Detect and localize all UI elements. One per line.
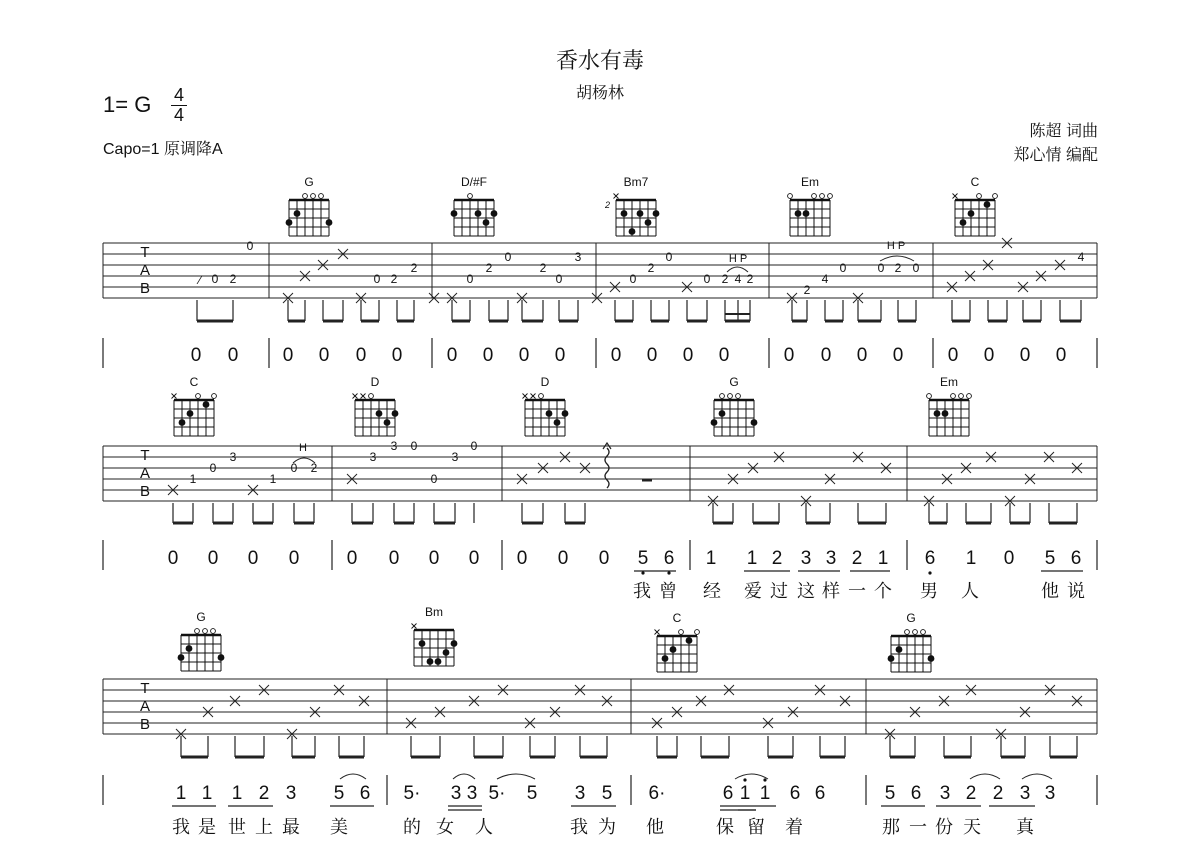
tab-fret-number: 0 bbox=[629, 272, 637, 286]
jianpu-note: 0 bbox=[355, 345, 367, 366]
chord-dot bbox=[984, 201, 991, 208]
chord-dot bbox=[711, 419, 718, 426]
jianpu-note: 0 bbox=[682, 345, 694, 366]
tab-fret-number: 0 bbox=[504, 250, 512, 264]
tab-fret-number: 4 bbox=[734, 272, 742, 286]
chord-dot bbox=[491, 210, 498, 217]
jianpu-note: 2 bbox=[771, 548, 783, 569]
tab-fret-number: 2 bbox=[894, 261, 902, 275]
tab-fret-number: 0 bbox=[555, 272, 563, 286]
chord-dot bbox=[934, 410, 941, 417]
jianpu-note: 0 bbox=[388, 548, 400, 569]
jianpu-note: 0 bbox=[247, 548, 259, 569]
tab-fret-number: 2 bbox=[310, 461, 318, 475]
chord-open-mark bbox=[303, 194, 308, 199]
chord-dot bbox=[554, 419, 561, 426]
chord-dot bbox=[968, 210, 975, 217]
chord-dot bbox=[286, 219, 293, 226]
tab-fret-number: 0 bbox=[470, 439, 478, 453]
chord-dot bbox=[629, 228, 636, 235]
chord-dot bbox=[942, 410, 949, 417]
lyric-char: 保 bbox=[716, 817, 734, 837]
octave-dot bbox=[641, 571, 644, 574]
chord-dot bbox=[803, 210, 810, 217]
lyric-char: 天 bbox=[963, 817, 981, 837]
octave-dot bbox=[667, 571, 670, 574]
lyric-char: 着 bbox=[785, 817, 803, 837]
chord-dot bbox=[896, 646, 903, 653]
lyric-char: 样 bbox=[822, 581, 840, 601]
chord-diagram bbox=[927, 375, 972, 436]
jianpu-note: 0 bbox=[598, 548, 610, 569]
chord-name: G bbox=[304, 175, 314, 189]
jianpu-note: 1 bbox=[739, 783, 751, 804]
lyric-char: 一 bbox=[909, 817, 927, 837]
capo-info: Capo=1 原调降A bbox=[103, 141, 223, 158]
jianpu-note: 5 bbox=[637, 548, 649, 569]
lyric-char: 留 bbox=[747, 817, 765, 837]
octave-dot bbox=[763, 778, 766, 781]
jianpu-note: 1 bbox=[759, 783, 771, 804]
tab-fret-number: 0 bbox=[209, 461, 217, 475]
jianpu-note: 2 bbox=[258, 783, 270, 804]
lyric-char: 真 bbox=[1016, 817, 1034, 837]
chord-dot bbox=[960, 219, 967, 226]
lyric-char: 的 bbox=[403, 817, 421, 837]
jianpu-note: 0 bbox=[1019, 345, 1031, 366]
chord-diagram bbox=[412, 605, 458, 666]
tab-clef-letter: T bbox=[140, 447, 150, 464]
chord-name: C bbox=[970, 175, 980, 189]
lyric-char: 人 bbox=[961, 581, 979, 601]
tab-fret-number: 2 bbox=[485, 261, 493, 275]
chord-dot bbox=[637, 210, 644, 217]
chord-name: D bbox=[540, 375, 550, 389]
jianpu-note: 0 bbox=[947, 345, 959, 366]
lyric-char: 爱 bbox=[744, 581, 762, 601]
lyric-char: 他 bbox=[646, 817, 664, 837]
jianpu-note: 6· bbox=[648, 783, 666, 804]
jianpu-note: 0 bbox=[318, 345, 330, 366]
jianpu-note: 0 bbox=[167, 548, 179, 569]
chord-open-mark bbox=[311, 194, 316, 199]
lyric-char: 个 bbox=[874, 581, 892, 601]
jianpu-note: 5 bbox=[333, 783, 345, 804]
chord-name: D bbox=[370, 375, 380, 389]
chord-open-mark bbox=[788, 194, 793, 199]
lyric-char: 我 bbox=[633, 581, 651, 601]
chord-dot bbox=[376, 410, 383, 417]
chord-name: C bbox=[672, 611, 682, 625]
tab-fret-number: 3 bbox=[390, 439, 398, 453]
chord-diagram bbox=[888, 611, 935, 672]
chord-open-mark bbox=[720, 394, 725, 399]
jianpu-note: 0 bbox=[446, 345, 458, 366]
chord-dot bbox=[562, 410, 569, 417]
jianpu-note: 3 bbox=[825, 548, 837, 569]
chord-diagram bbox=[286, 175, 333, 236]
chord-name: G bbox=[729, 375, 739, 389]
jianpu-note: 0 bbox=[482, 345, 494, 366]
chord-dot bbox=[179, 419, 186, 426]
tab-fret-number: 0 bbox=[373, 272, 381, 286]
jianpu-note: 0 bbox=[983, 345, 995, 366]
chord-open-mark bbox=[736, 394, 741, 399]
tab-fret-number: 0 bbox=[877, 261, 885, 275]
tab-fret-number: 1 bbox=[189, 472, 197, 486]
chord-open-mark bbox=[927, 394, 932, 399]
octave-dot bbox=[928, 571, 931, 574]
tie-arc bbox=[1022, 774, 1052, 779]
tab-clef-letter: B bbox=[139, 483, 151, 500]
lyric-char: 经 bbox=[703, 581, 721, 601]
tab-fret-number: 3 bbox=[369, 450, 377, 464]
lyric-char: 为 bbox=[598, 817, 616, 837]
lyric-char: 人 bbox=[475, 817, 493, 837]
lyric-char: 这 bbox=[797, 581, 815, 601]
chord-open-mark bbox=[977, 194, 982, 199]
jianpu-note: 0 bbox=[207, 548, 219, 569]
chord-name: C bbox=[189, 375, 199, 389]
jianpu-note: 6 bbox=[359, 783, 371, 804]
chord-dot bbox=[384, 419, 391, 426]
jianpu-note: 6 bbox=[814, 783, 826, 804]
chord-dot bbox=[751, 419, 758, 426]
chord-open-mark bbox=[921, 630, 926, 635]
jianpu-note: 0 bbox=[518, 345, 530, 366]
jianpu-note: 1 bbox=[877, 548, 889, 569]
jianpu-note: 0 bbox=[288, 548, 300, 569]
jianpu-note: 0 bbox=[1055, 345, 1067, 366]
chord-open-mark bbox=[319, 194, 324, 199]
jianpu-note: 0 bbox=[227, 345, 239, 366]
chord-dot bbox=[888, 655, 895, 662]
chord-diagram bbox=[172, 375, 217, 436]
lyric-char: 女 bbox=[436, 817, 454, 837]
lyric-char: 过 bbox=[770, 581, 788, 601]
tab-fret-number: 2 bbox=[539, 261, 547, 275]
jianpu-note: 1 bbox=[175, 783, 187, 804]
jianpu-note: 0 bbox=[783, 345, 795, 366]
chord-dot bbox=[435, 658, 442, 665]
lyric-char: 他 bbox=[1041, 581, 1059, 601]
chord-dot bbox=[686, 637, 693, 644]
tie-arc bbox=[497, 774, 535, 779]
jianpu-note: 5 bbox=[884, 783, 896, 804]
jianpu-note: 3 bbox=[1019, 783, 1031, 804]
lyric-char: 世 bbox=[228, 817, 246, 837]
tab-clef-letter: A bbox=[139, 465, 151, 482]
jianpu-note: 6 bbox=[789, 783, 801, 804]
jianpu-note: 3 bbox=[1044, 783, 1056, 804]
chord-dot bbox=[443, 649, 450, 656]
technique-hammer-pull: H P bbox=[886, 240, 906, 252]
tab-clef-letter: A bbox=[139, 698, 151, 715]
chord-dot bbox=[653, 210, 660, 217]
jianpu-note: 0 bbox=[554, 345, 566, 366]
jianpu-note: 0 bbox=[718, 345, 730, 366]
tab-fret-number: 4 bbox=[821, 272, 829, 286]
tab-fret-number: 3 bbox=[451, 450, 459, 464]
chord-diagram bbox=[788, 175, 833, 236]
chord-diagram bbox=[655, 611, 700, 672]
tab-fret-number: 4 bbox=[1077, 250, 1085, 264]
tab-fret-number: 0 bbox=[703, 272, 711, 286]
chord-dot bbox=[670, 646, 677, 653]
jianpu-note: 5 bbox=[526, 783, 538, 804]
song-title: 香水有毒 bbox=[555, 48, 644, 73]
chord-diagram bbox=[953, 175, 998, 236]
jianpu-note: 2 bbox=[851, 548, 863, 569]
jianpu-note: 0 bbox=[557, 548, 569, 569]
chord-dot bbox=[645, 219, 652, 226]
jianpu-note: 3 bbox=[450, 783, 462, 804]
lyric-char: 最 bbox=[282, 817, 300, 837]
jianpu-note: 1 bbox=[705, 548, 717, 569]
tab-fret-number: 0 bbox=[410, 439, 418, 453]
lyric-char: 男 bbox=[920, 581, 938, 601]
chord-diagram bbox=[711, 375, 758, 436]
lyricist-composer: 陈超 词曲 bbox=[1029, 123, 1098, 140]
jianpu-note: 0 bbox=[346, 548, 358, 569]
jianpu-note: 0 bbox=[610, 345, 622, 366]
chord-name: D/#F bbox=[460, 175, 488, 189]
chord-dot bbox=[719, 410, 726, 417]
tab-fret-number: 0 bbox=[839, 261, 847, 275]
chord-dot bbox=[419, 640, 426, 647]
lyric-char: 那 bbox=[882, 817, 900, 837]
chord-fret-number: 2 bbox=[604, 200, 610, 210]
chord-name: G bbox=[906, 611, 916, 625]
chord-dot bbox=[662, 655, 669, 662]
tab-fret-number: 0 bbox=[466, 272, 474, 286]
jianpu-note: 5 bbox=[1044, 548, 1056, 569]
chord-open-mark bbox=[679, 630, 684, 635]
tie-arc bbox=[970, 774, 1000, 779]
lyric-char: 曾 bbox=[659, 581, 677, 601]
jianpu-note: 0 bbox=[820, 345, 832, 366]
chord-dot bbox=[326, 219, 333, 226]
tab-fret-number: 2 bbox=[229, 272, 237, 286]
chord-dot bbox=[392, 410, 399, 417]
tab-fret-number: 2 bbox=[647, 261, 655, 275]
tab-fret-number: 2 bbox=[803, 283, 811, 297]
tab-fret-number: 2 bbox=[721, 272, 729, 286]
jianpu-note: 0 bbox=[892, 345, 904, 366]
tab-fret-number: 0 bbox=[430, 472, 438, 486]
chord-diagram bbox=[604, 175, 659, 236]
tab-rest: ⁄ bbox=[198, 273, 202, 287]
chord-dot bbox=[294, 210, 301, 217]
chord-dot bbox=[475, 210, 482, 217]
chord-name: Em bbox=[801, 175, 819, 189]
chord-open-mark bbox=[828, 194, 833, 199]
jianpu-note: 5· bbox=[403, 783, 421, 804]
jianpu-note: 0 bbox=[646, 345, 658, 366]
chord-open-mark bbox=[369, 394, 374, 399]
chord-dot bbox=[451, 210, 458, 217]
chord-diagram bbox=[353, 375, 399, 436]
lyric-char: 一 bbox=[848, 581, 866, 601]
tab-fret-number: 3 bbox=[574, 250, 582, 264]
tab-clef-letter: B bbox=[139, 280, 151, 297]
chord-dot bbox=[928, 655, 935, 662]
tie-arc bbox=[453, 774, 475, 779]
tab-clef-letter: T bbox=[140, 680, 150, 697]
chord-name: G bbox=[196, 610, 206, 624]
jianpu-note: 1 bbox=[746, 548, 758, 569]
arranger: 郑心情 编配 bbox=[1013, 147, 1098, 164]
tab-fret-number: 0 bbox=[665, 250, 673, 264]
jianpu-note: 0 bbox=[428, 548, 440, 569]
chord-open-mark bbox=[820, 194, 825, 199]
chord-open-mark bbox=[959, 394, 964, 399]
chord-open-mark bbox=[203, 629, 208, 634]
tab-fret-number: 0 bbox=[211, 272, 219, 286]
chord-dot bbox=[203, 401, 210, 408]
chord-open-mark bbox=[951, 394, 956, 399]
chord-dot bbox=[795, 210, 802, 217]
chord-open-mark bbox=[993, 194, 998, 199]
chord-dot bbox=[218, 654, 225, 661]
lyric-char: 我 bbox=[570, 817, 588, 837]
tab-clef-letter: T bbox=[140, 244, 150, 261]
tab-fret-number: 2 bbox=[746, 272, 754, 286]
chord-name: Bm bbox=[425, 605, 443, 619]
chord-dot bbox=[483, 219, 490, 226]
jianpu-note: 3 bbox=[574, 783, 586, 804]
chord-open-mark bbox=[695, 630, 700, 635]
tab-fret-number: 2 bbox=[390, 272, 398, 286]
jianpu-note: 6 bbox=[924, 548, 936, 569]
chord-diagram bbox=[178, 610, 225, 671]
jianpu-note: 0 bbox=[190, 345, 202, 366]
jianpu-note: 2 bbox=[965, 783, 977, 804]
tab-fret-number: 1 bbox=[269, 472, 277, 486]
tab-clef-letter: A bbox=[139, 262, 151, 279]
jianpu-note: 5· bbox=[488, 783, 506, 804]
key-signature: 1= G bbox=[103, 92, 152, 117]
tab-fret-number: 0 bbox=[912, 261, 920, 275]
chord-dot bbox=[187, 410, 194, 417]
tab-fret-number: 2 bbox=[410, 261, 418, 275]
lyric-char: 上 bbox=[255, 817, 273, 837]
chord-name: Em bbox=[940, 375, 958, 389]
jianpu-note: 6 bbox=[1070, 548, 1082, 569]
technique-hammer: H bbox=[299, 442, 307, 454]
lyric-char: 美 bbox=[330, 817, 348, 837]
jianpu-note: 0 bbox=[282, 345, 294, 366]
tab-clef-letter: B bbox=[139, 716, 151, 733]
chord-open-mark bbox=[195, 629, 200, 634]
chord-open-mark bbox=[196, 394, 201, 399]
jianpu-note: 1 bbox=[231, 783, 243, 804]
tie-arc bbox=[735, 774, 768, 779]
jianpu-note: 0 bbox=[856, 345, 868, 366]
tab-fret-number: 0 bbox=[290, 461, 298, 475]
chord-open-mark bbox=[212, 394, 217, 399]
tab-fret-number: 3 bbox=[229, 450, 237, 464]
technique-hammer-pull: H P bbox=[728, 253, 748, 265]
chord-dot bbox=[546, 410, 553, 417]
chord-dot bbox=[186, 645, 193, 652]
chord-dot bbox=[178, 654, 185, 661]
chord-open-mark bbox=[913, 630, 918, 635]
chord-open-mark bbox=[728, 394, 733, 399]
jianpu-note: 6 bbox=[722, 783, 734, 804]
jianpu-note: 3 bbox=[939, 783, 951, 804]
jianpu-note: 6 bbox=[910, 783, 922, 804]
chord-name: Bm7 bbox=[623, 175, 649, 189]
jianpu-note: 2 bbox=[992, 783, 1004, 804]
octave-dot bbox=[743, 778, 746, 781]
jianpu-note: 3 bbox=[800, 548, 812, 569]
jianpu-note: 1 bbox=[965, 548, 977, 569]
jianpu-note: 5 bbox=[601, 783, 613, 804]
chord-open-mark bbox=[211, 629, 216, 634]
jianpu-note: 0 bbox=[468, 548, 480, 569]
chord-open-mark bbox=[539, 394, 544, 399]
lyric-char: 份 bbox=[935, 817, 953, 837]
jianpu-note: 0 bbox=[516, 548, 528, 569]
chord-open-mark bbox=[468, 194, 473, 199]
jianpu-note: 0 bbox=[1003, 548, 1015, 569]
lyric-char: 说 bbox=[1067, 581, 1085, 601]
chord-open-mark bbox=[905, 630, 910, 635]
chord-diagram bbox=[523, 375, 569, 436]
jianpu-note: 3 bbox=[285, 783, 297, 804]
jianpu-note: 1 bbox=[201, 783, 213, 804]
chord-dot bbox=[621, 210, 628, 217]
chord-open-mark bbox=[967, 394, 972, 399]
lyric-char: 我 bbox=[172, 817, 190, 837]
time-signature-bottom: 4 bbox=[173, 105, 184, 125]
tab-fret-number: 0 bbox=[246, 239, 254, 253]
song-artist: 胡杨林 bbox=[575, 85, 624, 102]
chord-diagram bbox=[451, 175, 498, 236]
jianpu-note: 6 bbox=[663, 548, 675, 569]
chord-dot bbox=[451, 640, 458, 647]
time-signature-top: 4 bbox=[173, 85, 184, 105]
tie-arc bbox=[340, 774, 366, 779]
jianpu-note: 0 bbox=[391, 345, 403, 366]
lyric-char: 是 bbox=[198, 817, 216, 837]
jianpu-note: 3 bbox=[466, 783, 478, 804]
chord-dot bbox=[427, 658, 434, 665]
chord-open-mark bbox=[812, 194, 817, 199]
